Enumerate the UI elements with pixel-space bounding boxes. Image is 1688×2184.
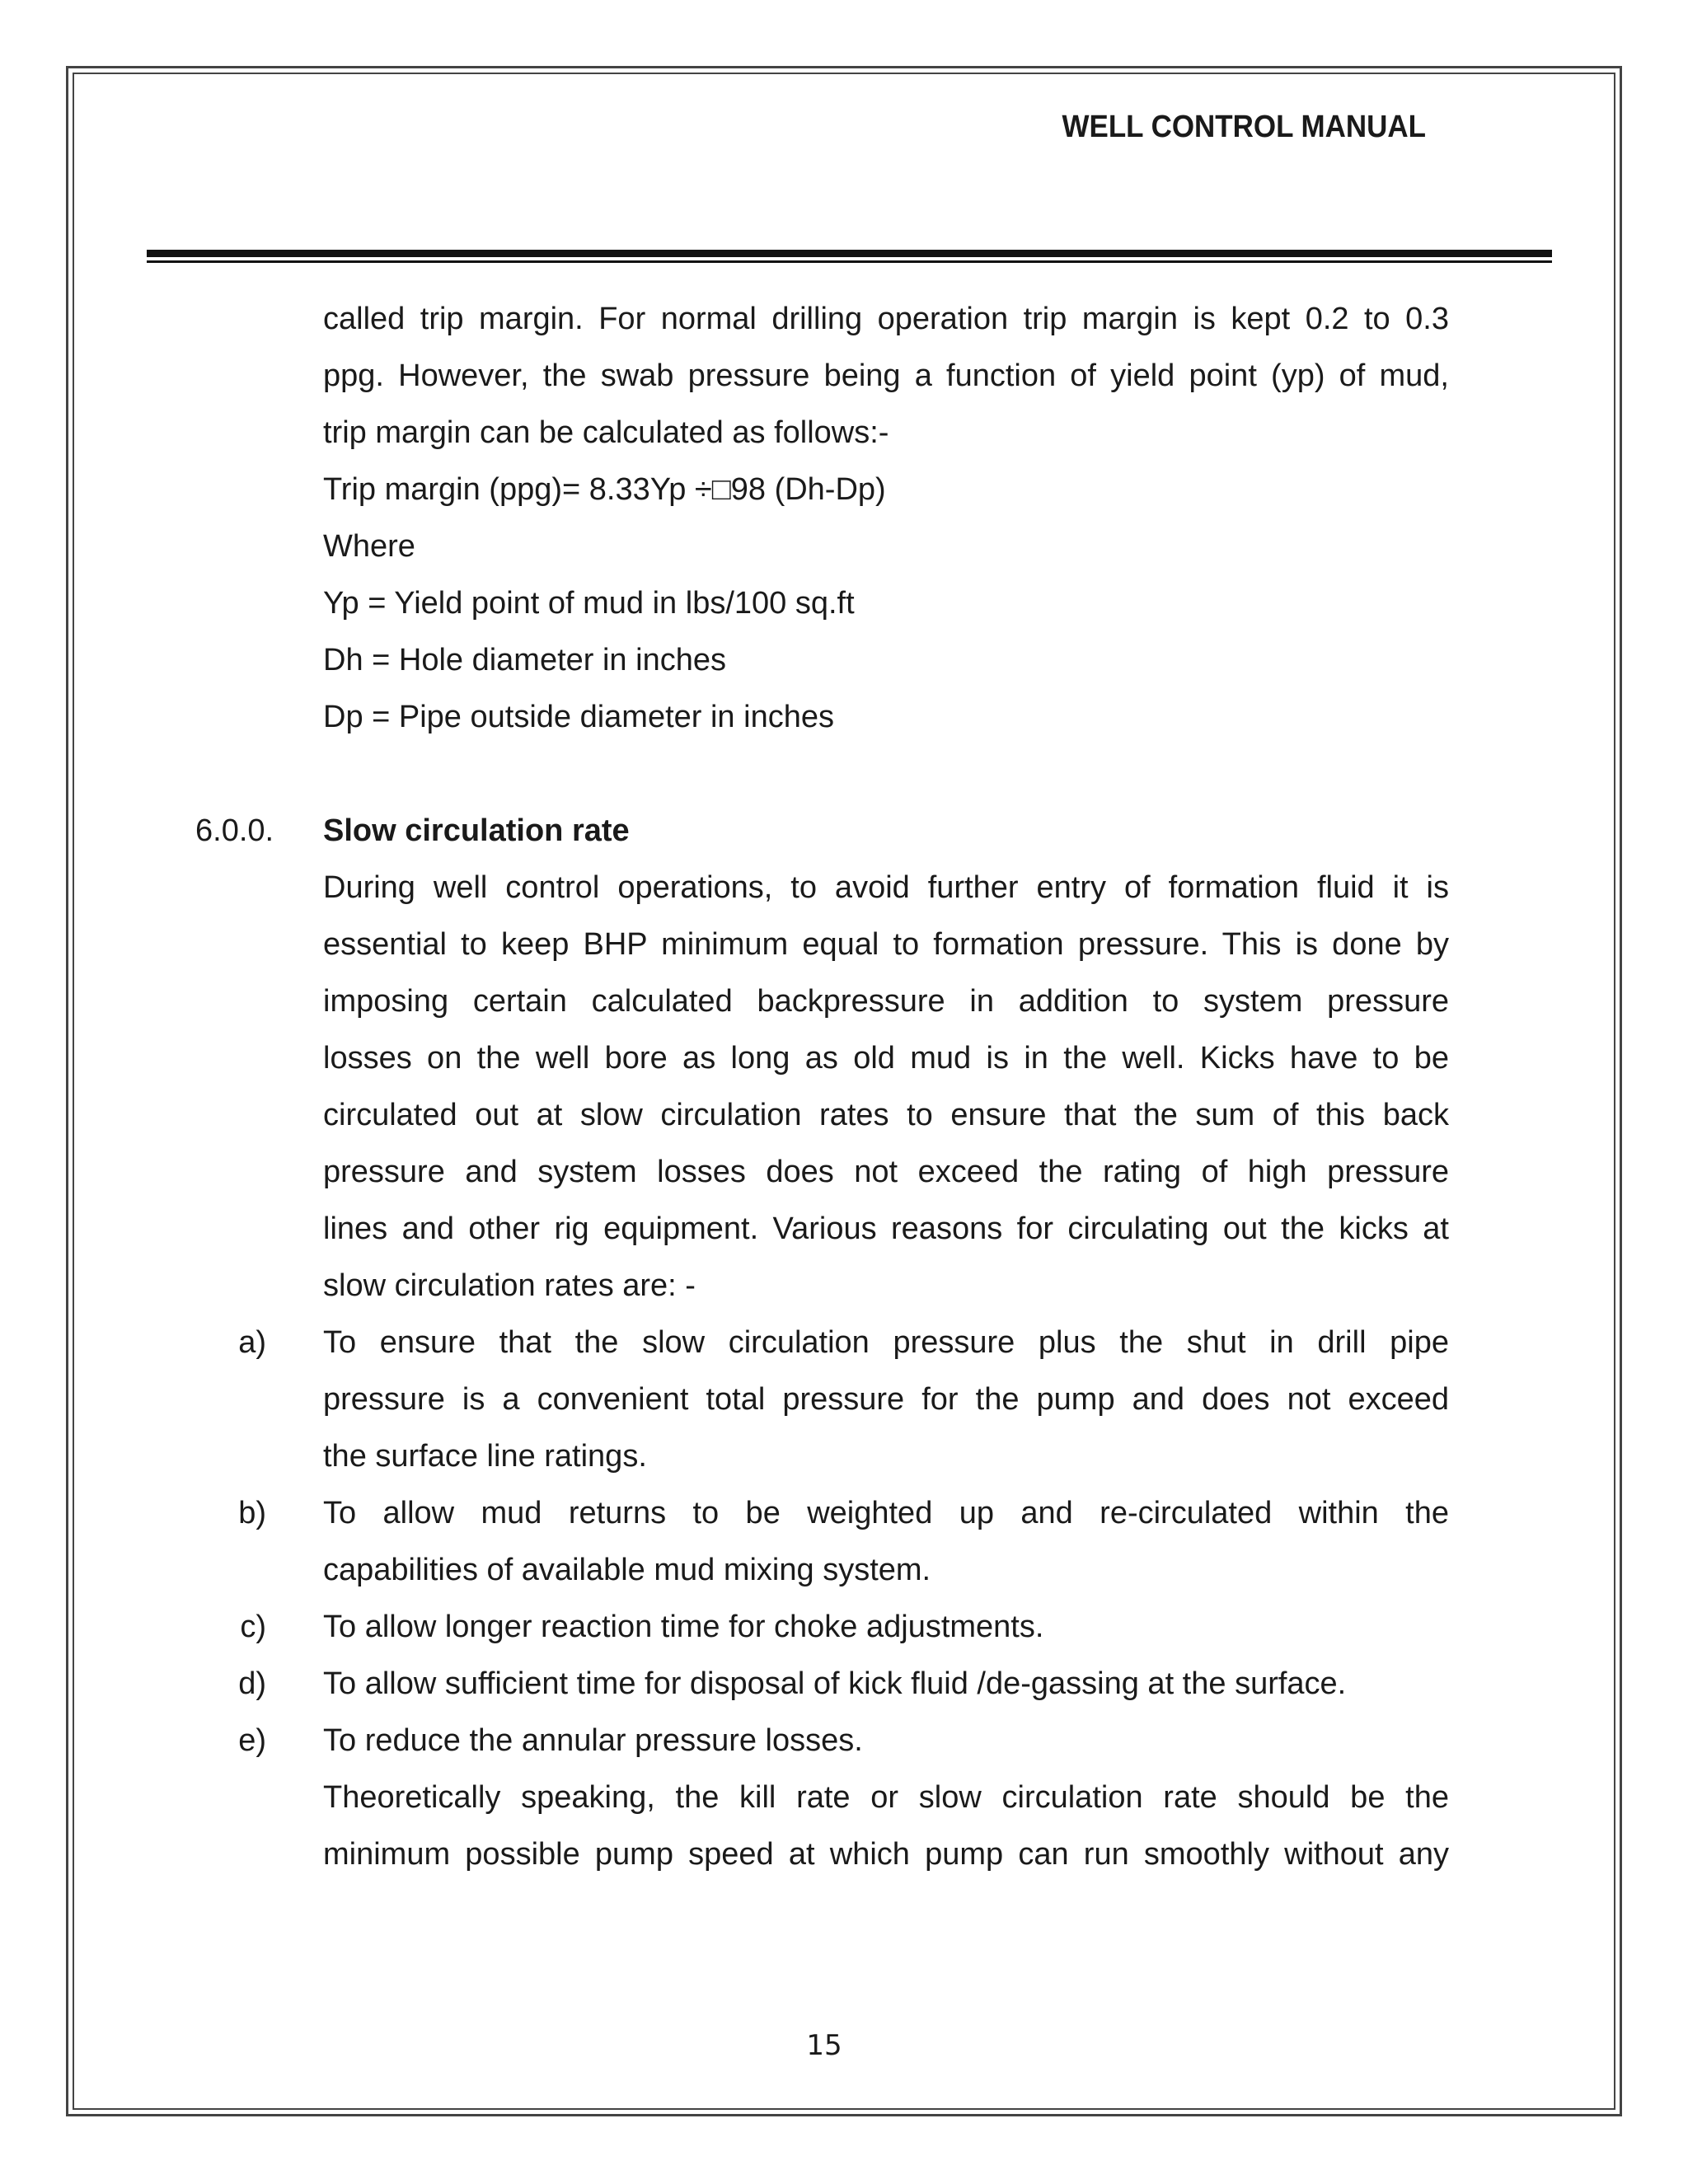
formula-line: Trip margin (ppg)= 8.33Yp ÷□98 (Dh-Dp) bbox=[323, 472, 886, 507]
header-rule-thick bbox=[147, 250, 1552, 257]
list-item-line: capabilities of available mud mixing system. bbox=[323, 1553, 931, 1587]
list-item-line: the surface line ratings. bbox=[323, 1439, 647, 1474]
body-line: called trip margin. For normal drilling operation trip margin is kept 0.2 to 0.3 bbox=[323, 302, 1449, 336]
list-marker: d) bbox=[238, 1666, 266, 1701]
paragraph-line: Theoretically speaking, the kill rate or slow circulation rate should be the bbox=[323, 1780, 1449, 1815]
paragraph-line: circulated out at slow circulation rates to ensure that the sum of this back bbox=[323, 1098, 1449, 1132]
list-item-line: To ensure that the slow circulation pressure plus the shut in drill pipe bbox=[323, 1325, 1449, 1360]
list-marker: b) bbox=[238, 1496, 266, 1530]
list-item-line: To allow sufficient time for disposal of kick fluid /de-gassing at the surface. bbox=[323, 1666, 1347, 1701]
definition-line: Dh = Hole diameter in inches bbox=[323, 643, 726, 677]
list-marker: a) bbox=[238, 1325, 266, 1360]
list-item-line: pressure is a convenient total pressure for the pump and does not exceed bbox=[323, 1382, 1449, 1417]
paragraph-line: During well control operations, to avoid further entry of formation fluid it is bbox=[323, 870, 1449, 905]
header-rule-thin bbox=[147, 260, 1552, 263]
paragraph-line: essential to keep BHP minimum equal to formation pressure. This is done by bbox=[323, 927, 1449, 962]
body-line: ppg. However, the swab pressure being a function of yield point (yp) of mud, bbox=[323, 359, 1449, 393]
paragraph-line: lines and other rig equipment. Various reasons for circulating out the kicks at bbox=[323, 1212, 1449, 1246]
body-line: trip margin can be calculated as follows:- bbox=[323, 415, 889, 450]
definition-line: Dp = Pipe outside diameter in inches bbox=[323, 700, 834, 734]
body-line: Where bbox=[323, 529, 415, 564]
paragraph-line: minimum possible pump speed at which pump can run smoothly without any bbox=[323, 1837, 1449, 1872]
page-number: 15 bbox=[806, 2029, 842, 2062]
list-item-line: To allow longer reaction time for choke adjustments. bbox=[323, 1610, 1044, 1644]
list-marker: c) bbox=[240, 1610, 266, 1644]
paragraph-line: slow circulation rates are: - bbox=[323, 1268, 696, 1303]
list-item-line: To reduce the annular pressure losses. bbox=[323, 1723, 863, 1758]
paragraph-line: losses on the well bore as long as old mud is in the well. Kicks have to be bbox=[323, 1041, 1449, 1076]
header-title: WELL CONTROL MANUAL bbox=[1062, 110, 1426, 144]
list-marker: e) bbox=[238, 1723, 266, 1758]
section-number: 6.0.0. bbox=[195, 813, 274, 848]
section-title: Slow circulation rate bbox=[323, 813, 630, 848]
list-item-line: To allow mud returns to be weighted up and re-circulated within the bbox=[323, 1496, 1449, 1530]
paragraph-line: imposing certain calculated backpressure in addition to system pressure bbox=[323, 984, 1449, 1019]
definition-line: Yp = Yield point of mud in lbs/100 sq.ft bbox=[323, 586, 855, 621]
paragraph-line: pressure and system losses does not exceed the rating of high pressure bbox=[323, 1155, 1449, 1189]
